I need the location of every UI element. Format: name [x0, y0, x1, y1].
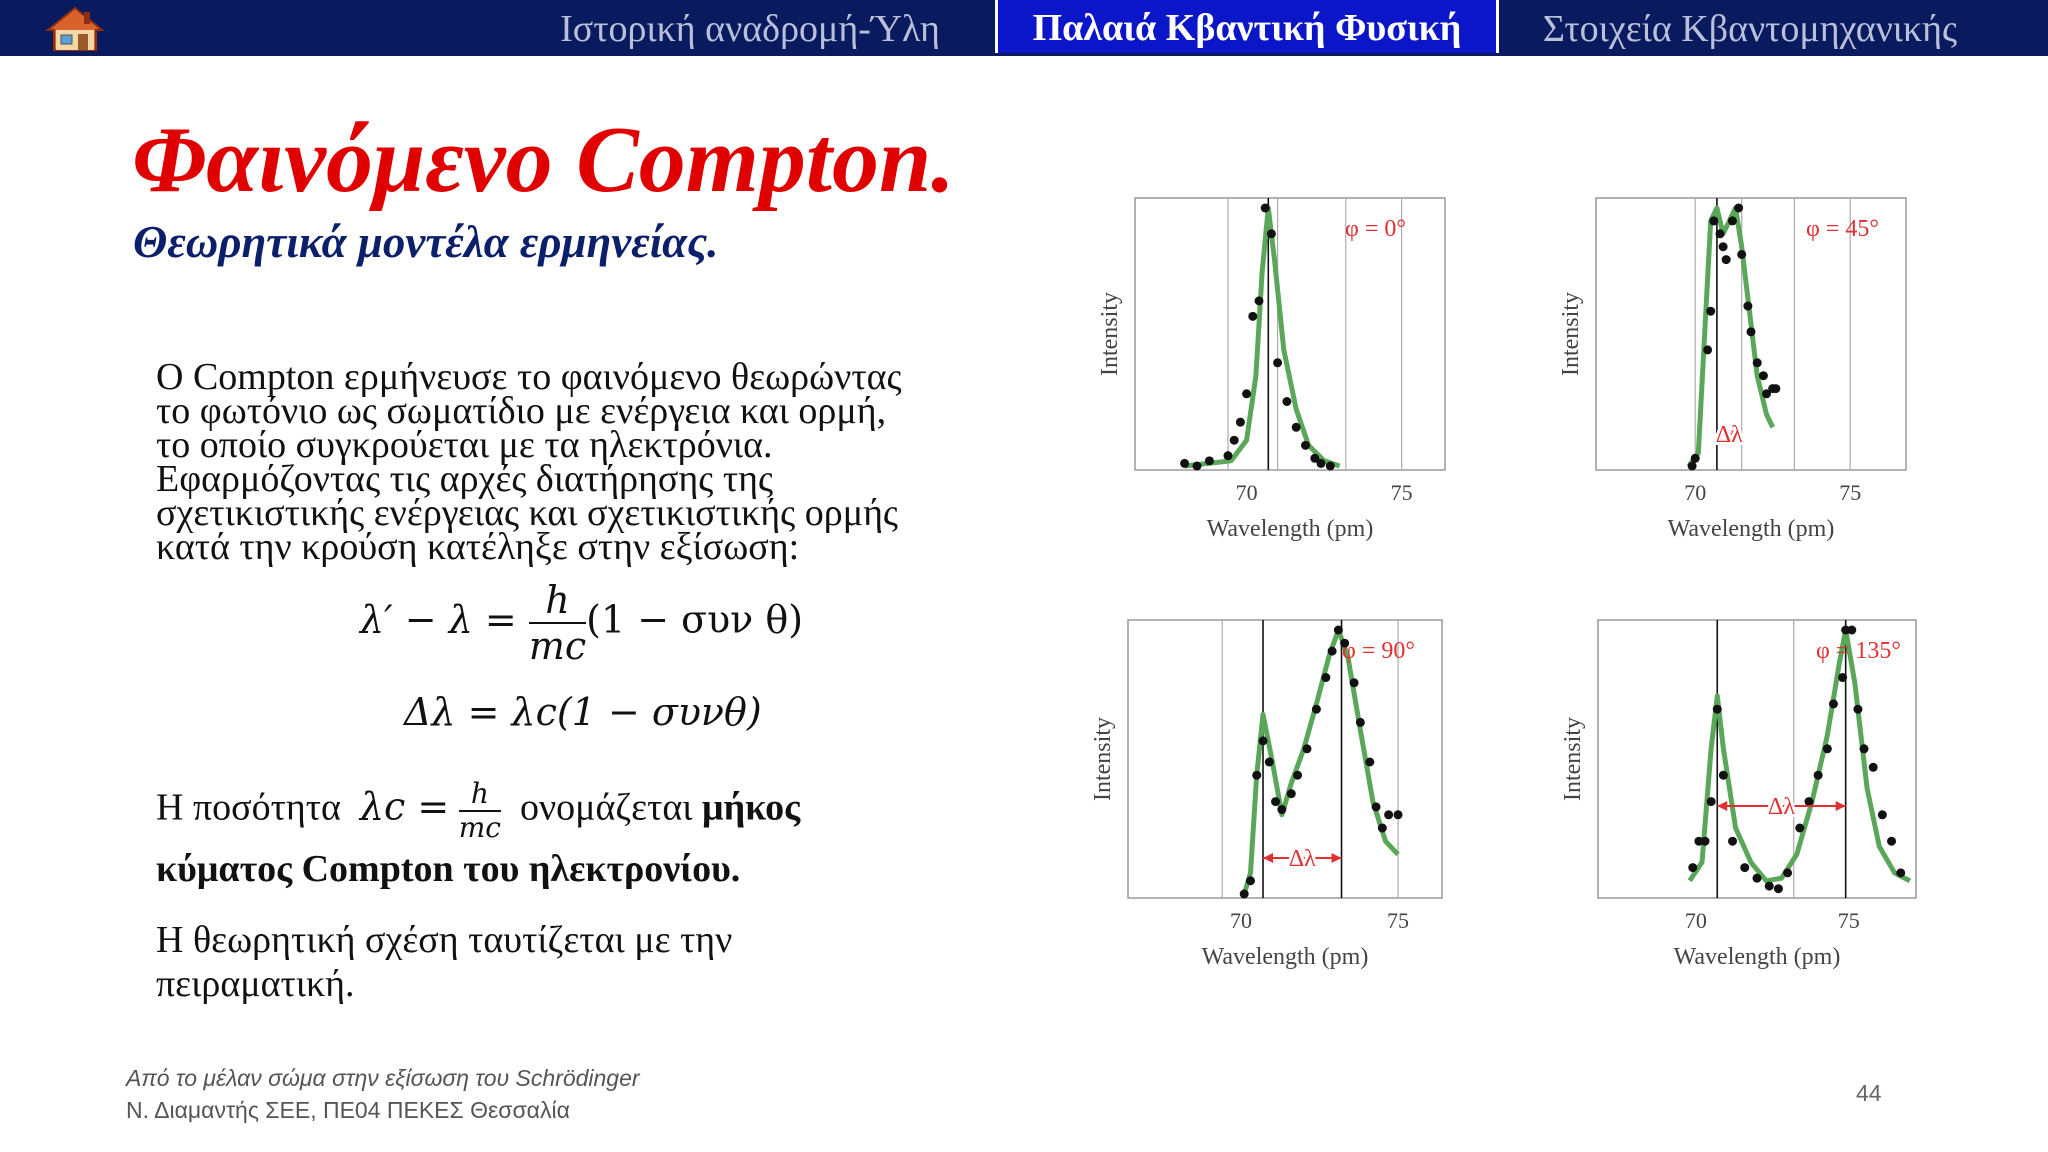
data-point: [1265, 758, 1274, 767]
equation-lhs: λ′ − λ =: [360, 597, 517, 642]
data-point: [1860, 744, 1869, 753]
data-point: [1287, 789, 1296, 798]
data-point: [1823, 744, 1832, 753]
y-axis-label: Intensity: [1560, 717, 1586, 801]
x-axis-label: Wavelength (pm): [1201, 944, 1369, 970]
x-axis-label: Wavelength (pm): [1673, 944, 1841, 970]
data-point: [1302, 744, 1311, 753]
x-tick-label: 70: [1684, 480, 1707, 505]
compton-suffix: ονομάζεται: [519, 786, 693, 829]
data-point: [1753, 358, 1762, 367]
data-point: [1795, 824, 1804, 833]
data-point: [1734, 204, 1743, 213]
y-axis-label: Intensity: [1558, 292, 1584, 376]
data-point: [1728, 837, 1737, 846]
data-point: [1205, 456, 1214, 465]
x-axis-label: Wavelength (pm): [1667, 516, 1835, 542]
data-point: [1328, 647, 1337, 656]
data-point: [1273, 358, 1282, 367]
data-point: [1180, 459, 1189, 468]
paragraph-line: Εφαρμόζοντας τις αρχές διατήρησης της: [156, 458, 774, 500]
x-tick-label: 75: [1837, 908, 1860, 933]
compton-fraction-num: h: [459, 778, 501, 812]
data-point: [1365, 758, 1374, 767]
data-point: [1878, 810, 1887, 819]
paragraph-line: κατά την κρούση κατέληξε στην εξίσωση:: [156, 526, 800, 568]
data-point: [1384, 810, 1393, 819]
data-point: [1224, 451, 1233, 460]
slide-title: Φαινόμενο Compton.: [132, 108, 955, 212]
data-point: [1688, 462, 1697, 471]
paragraph-line: Ο Compton ερμήνευσε το φαινόμενο θεωρώντας: [156, 356, 902, 398]
footer-line-1: Από το μέλαν σώμα στην εξίσωση του Schrödinger: [126, 1065, 640, 1091]
data-point: [1301, 441, 1310, 450]
data-point: [1722, 255, 1731, 264]
data-point: [1719, 242, 1728, 251]
x-tick-label: 75: [1839, 480, 1862, 505]
delta-lambda-equation: Δλ = λc(1 − συνθ): [404, 690, 762, 734]
x-tick-label: 70: [1230, 908, 1253, 933]
data-point: [1829, 699, 1838, 708]
data-point: [1728, 216, 1737, 225]
data-point: [1869, 763, 1878, 772]
data-point: [1719, 771, 1728, 780]
conclusion-text: Η θεωρητική σχέση ταυτίζεται με την πειραματική.: [156, 919, 733, 1005]
fraction-numerator: h: [529, 578, 586, 624]
data-point: [1716, 229, 1725, 238]
paragraph-line: σχετικιστικής ενέργειας και σχετικιστικής ορμής: [156, 492, 898, 534]
footer: [126, 1062, 640, 1126]
data-point: [1706, 307, 1715, 316]
data-point: [1350, 678, 1359, 687]
x-tick-label: 70: [1684, 908, 1707, 933]
x-axis-label: Wavelength (pm): [1206, 516, 1374, 542]
data-point: [1713, 705, 1722, 714]
y-axis-label: Intensity: [1090, 717, 1116, 801]
data-point: [1240, 890, 1249, 899]
data-point: [1814, 771, 1823, 780]
data-point: [1691, 454, 1700, 463]
equation-rhs: (1 − συν θ): [586, 597, 804, 642]
data-point: [1688, 863, 1697, 872]
chart-title: φ = 0°: [1345, 216, 1406, 242]
paragraph-line: το οποίο συγκρούεται με τα ηλεκτρόνια.: [156, 424, 773, 466]
paragraph-line: το φωτόνιο ως σωματίδιο με ενέργεια και ορμή,: [156, 390, 887, 432]
data-point: [1847, 626, 1856, 635]
data-point: [1759, 371, 1768, 380]
data-point: [1230, 436, 1239, 445]
data-point: [1804, 797, 1813, 806]
data-point: [1703, 345, 1712, 354]
data-point: [1236, 418, 1245, 427]
delta-lambda-label: Δλ: [1288, 846, 1316, 872]
data-point: [1259, 736, 1268, 745]
data-point: [1267, 229, 1276, 238]
data-point: [1261, 204, 1270, 213]
data-point: [1853, 705, 1862, 714]
delta-lambda-label: Δλ: [1715, 422, 1743, 448]
data-point: [1740, 863, 1749, 872]
compton-prefix: Η ποσότητα: [156, 786, 341, 829]
data-point: [1774, 884, 1783, 893]
data-point: [1312, 705, 1321, 714]
data-point: [1783, 868, 1792, 877]
data-point: [1317, 459, 1326, 468]
data-point: [1896, 868, 1905, 877]
compton-fraction-den: mc: [458, 811, 501, 844]
compton-symbol: λc =: [359, 784, 450, 829]
data-point: [1707, 797, 1716, 806]
data-point: [1334, 626, 1343, 635]
data-point: [1765, 882, 1774, 891]
tab-history[interactable]: Ιστορική αναδρομή-Ύλη: [560, 8, 940, 50]
footer-line-2: Ν. Διαμαντής ΣΕΕ, ΠΕ04 ΠΕΚΕΣ Θεσσαλία: [126, 1097, 570, 1123]
data-point: [1292, 423, 1301, 432]
data-point: [1838, 673, 1847, 682]
data-point: [1887, 837, 1896, 846]
data-point: [1242, 389, 1251, 398]
data-point: [1277, 805, 1286, 814]
data-point: [1356, 718, 1365, 727]
data-point: [1326, 462, 1335, 471]
compton-bold-1: μήκος: [702, 786, 801, 829]
chart-title: φ = 45°: [1806, 216, 1879, 242]
data-point: [1293, 771, 1302, 780]
compton-bold-2: κύματος Compton του ηλεκτρονίου.: [156, 848, 741, 890]
data-point: [1255, 296, 1264, 305]
page-number: 44: [1856, 1080, 1882, 1106]
delta-lambda-label: Δλ: [1767, 794, 1796, 820]
x-tick-label: 70: [1235, 480, 1258, 505]
x-tick-label: 75: [1387, 908, 1410, 933]
x-tick-label: 75: [1390, 480, 1413, 505]
data-point: [1753, 874, 1762, 883]
data-point: [1743, 302, 1752, 311]
data-point: [1282, 397, 1291, 406]
data-point: [1737, 250, 1746, 259]
data-point: [1701, 837, 1710, 846]
data-point: [1193, 462, 1202, 471]
chart-title: φ = 90°: [1342, 638, 1415, 664]
data-point: [1394, 810, 1403, 819]
data-point: [1747, 327, 1756, 336]
data-point: [1321, 673, 1330, 682]
data-point: [1252, 771, 1261, 780]
chart-title: φ = 135°: [1816, 638, 1901, 664]
slide-subtitle: Θεωρητικά μοντέλα ερμηνείας.: [133, 217, 719, 267]
data-point: [1246, 876, 1255, 885]
data-point: [1271, 797, 1280, 806]
data-point: [1771, 384, 1780, 393]
data-point: [1248, 312, 1257, 321]
y-axis-label: Intensity: [1097, 292, 1123, 376]
tab-quantum-mechanics[interactable]: Στοιχεία Κβαντομηχανικής: [1542, 8, 1958, 50]
tab-old-quantum-physics[interactable]: Παλαιά Κβαντική Φυσική: [995, 0, 1499, 53]
data-point: [1378, 824, 1387, 833]
data-point: [1709, 216, 1718, 225]
data-point: [1372, 802, 1381, 811]
fraction-denominator: mc: [528, 624, 587, 668]
